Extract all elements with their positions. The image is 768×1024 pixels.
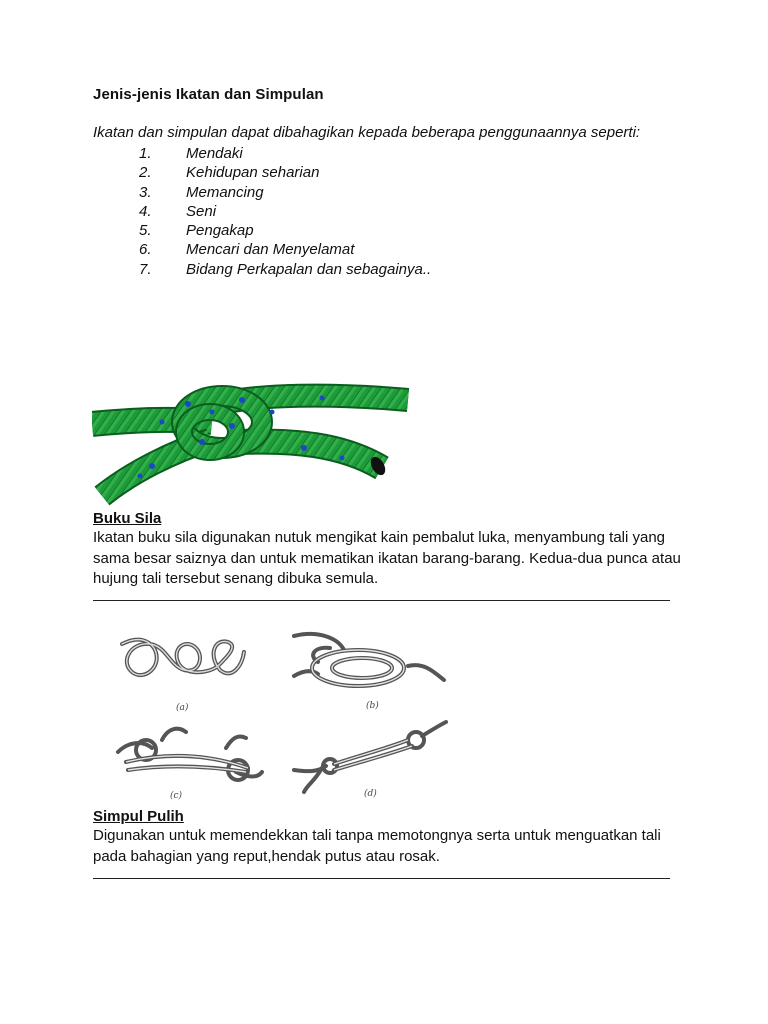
list-number: 5. [139, 222, 152, 240]
list-item [93, 240, 613, 259]
list-text: Pengakap [186, 222, 254, 240]
list-text: Bidang Perkapalan dan sebagainya.. [186, 260, 432, 278]
list-item [93, 183, 613, 202]
list-number: 4. [139, 202, 152, 220]
horizontal-rule [93, 878, 670, 879]
intro-text: Ikatan dan simpulan dapat dibahagikan kepada beberapa penggunaannya seperti: [93, 124, 641, 141]
list-item [93, 260, 613, 279]
list-number: 1. [139, 145, 152, 162]
section-body-buku-sila: Ikatan buku sila digunakan nutuk mengikat kain pembalut luka, menyambung tali yang sama besar saiznya dan untuk mematikan ikatan barang-barang. Kedua-dua punca atau hujung tali tersebut senang dibuka semula. [93, 529, 681, 587]
list-text: Kehidupan seharian [186, 164, 320, 182]
list-text: Mencari dan Menyelamat [186, 241, 355, 259]
figure-label-b: (b) [366, 701, 379, 711]
reef-knot-image [92, 382, 410, 506]
uses-list [93, 144, 613, 279]
list-number: 2. [139, 164, 152, 182]
figure-label-d: (d) [364, 789, 377, 799]
list-number: 7. [139, 260, 152, 278]
list-item [93, 144, 613, 163]
list-item [93, 163, 613, 182]
section-heading-simpul-pulih: Simpul Pulih [93, 808, 184, 825]
section-body-simpul-pulih: Digunakan untuk memendekkan tali tanpa memotongnya serta untuk menguatkan tali pada bahagian yang reput,hendak putus atau rosak. [93, 827, 661, 865]
list-item [93, 221, 613, 240]
list-number: 3. [139, 183, 152, 201]
list-text: Seni [186, 202, 217, 220]
sheepshank-steps-illustration [108, 622, 458, 810]
list-item [93, 202, 613, 221]
horizontal-rule [93, 600, 670, 601]
section-heading-buku-sila: Buku Sila [93, 510, 162, 527]
reef-knot-illustration [92, 382, 410, 506]
figure-label-c: (c) [170, 791, 183, 801]
figure-label-a: (a) [176, 703, 189, 713]
sheepshank-steps-image [108, 622, 458, 810]
list-text: Memancing [186, 183, 264, 201]
document-title: Jenis-jenis Ikatan dan Simpulan [93, 86, 324, 103]
list-text: Mendaki [186, 145, 243, 162]
list-number: 6. [139, 241, 152, 259]
